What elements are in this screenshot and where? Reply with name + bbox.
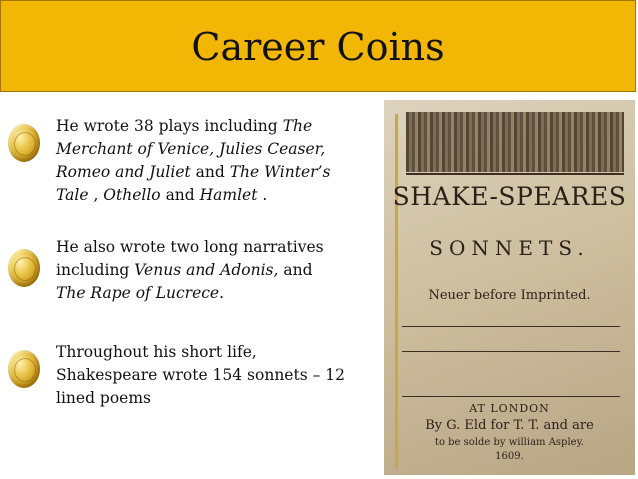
title-banner: [0, 0, 636, 92]
title-page-subheading: SONNETS.: [429, 236, 590, 260]
slide-title: Career Coins: [191, 25, 445, 69]
body-text: Throughout his short life,: [56, 343, 257, 361]
italic-title-text: Othello: [103, 186, 161, 204]
body-text: ,: [88, 186, 104, 204]
title-page-seller: to be solde by william Aspley.: [434, 437, 585, 448]
body-text: and: [190, 163, 230, 181]
ornament-rule: [406, 173, 624, 175]
paragraph-plays: [56, 115, 386, 207]
paragraph-sonnets: [56, 341, 386, 410]
italic-title-text: Tale: [56, 186, 89, 204]
body-text: and: [278, 261, 313, 279]
ornament-header: [406, 112, 624, 172]
paragraph-line: [56, 161, 386, 184]
italic-title-text: Hamlet: [199, 186, 258, 204]
title-page-place: AT LONDON: [469, 402, 550, 415]
coin-bullet-2-icon: [8, 249, 40, 287]
title-page-rule-3: [402, 396, 620, 397]
paragraph-narratives: [56, 236, 386, 305]
paragraph-line: [56, 364, 386, 387]
italic-title-text: Merchant of Venice, Julies Ceaser,: [56, 140, 326, 158]
body-text: He also wrote two long narratives: [56, 238, 324, 256]
sonnets-title-page-image: [384, 100, 635, 475]
paragraph-line: [56, 341, 386, 364]
coin-bullet-3-icon: [8, 350, 40, 388]
italic-title-text: The: [282, 117, 313, 135]
body-text: .: [257, 186, 268, 204]
title-page-printer: By G. Eld for T. T. and are: [425, 418, 594, 433]
title-page-rule-1: [402, 326, 620, 327]
body-text: lined poems: [56, 389, 151, 407]
coin-bullet-1-icon: [8, 124, 40, 162]
body-text: and: [160, 186, 200, 204]
body-text: Shakespeare wrote 154 sonnets – 12: [56, 366, 345, 384]
paragraph-line: [56, 138, 386, 161]
title-page-heading: SHAKE-SPEARES: [392, 182, 627, 211]
body-text: including: [56, 261, 135, 279]
italic-title-text: The Rape of Lucrece: [56, 284, 220, 302]
body-text: He wrote 38 plays including: [56, 117, 283, 135]
paragraph-line: [56, 236, 386, 259]
paragraph-line: [56, 184, 386, 207]
title-page-year: 1609.: [495, 451, 524, 462]
italic-title-text: Venus and Adonis,: [134, 261, 279, 279]
italic-title-text: The Winter’s: [229, 163, 331, 181]
body-text: .: [219, 284, 225, 302]
paragraph-line: [56, 259, 386, 282]
paragraph-line: [56, 387, 386, 410]
title-page-rule-2: [402, 351, 620, 352]
paragraph-line: [56, 115, 386, 138]
title-page-tagline: Neuer before Imprinted.: [428, 288, 591, 303]
paragraph-line: [56, 282, 386, 305]
italic-title-text: Romeo and Juliet: [56, 163, 191, 181]
